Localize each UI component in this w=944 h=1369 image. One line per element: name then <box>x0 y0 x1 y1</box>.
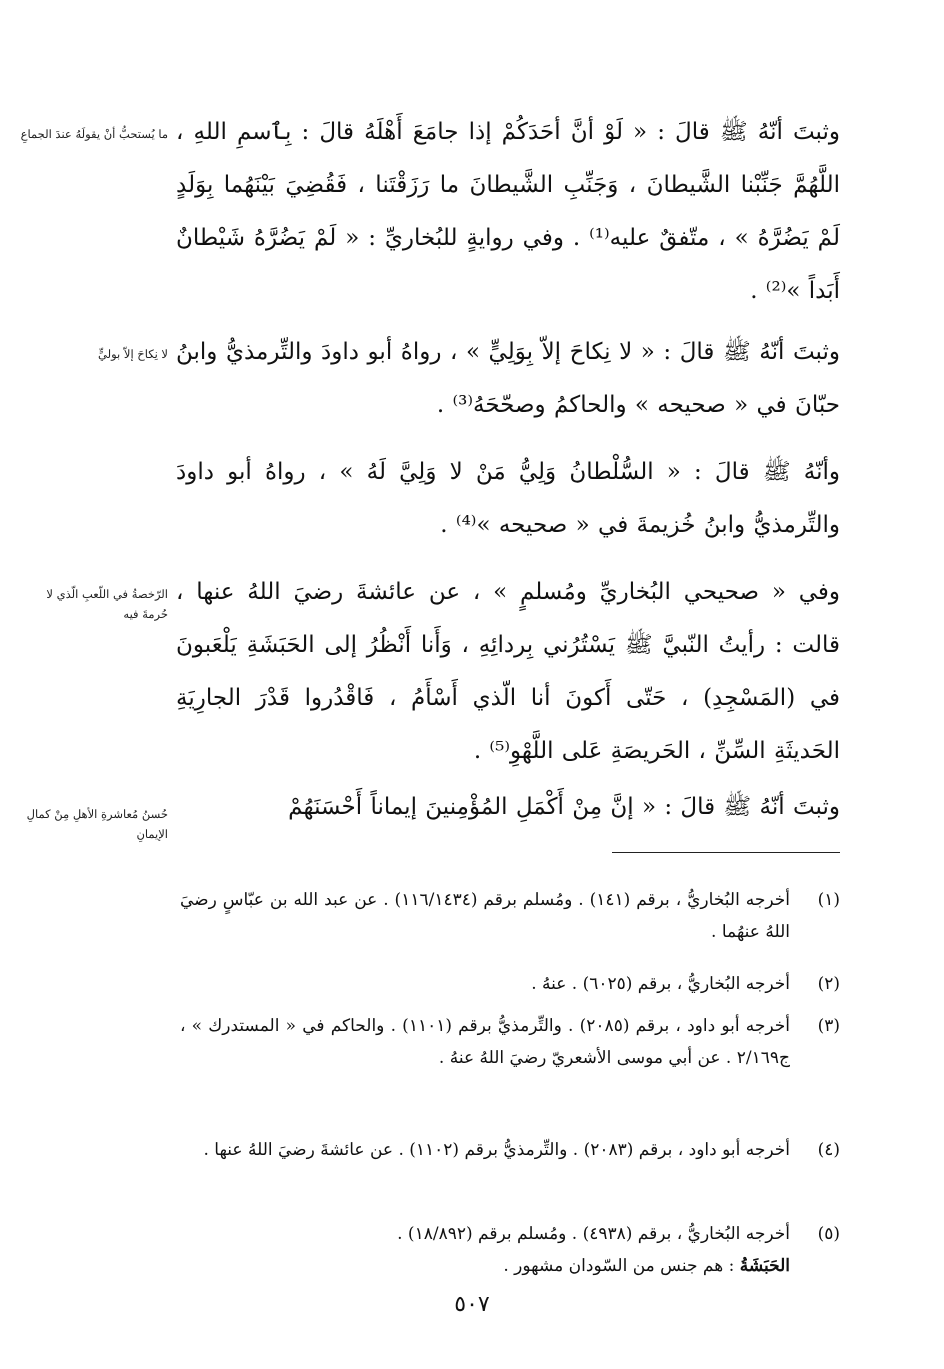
footnote-text: أخرجه البُخاريُّ ، برقم (٦٠٢٥) . عنهُ . <box>531 974 790 994</box>
footnote-number: (٥) <box>817 1224 840 1244</box>
footnote-number: (٣) <box>817 1016 840 1036</box>
margin-note-wedding-supplication: ما يُستحبُّ أنْ يقولَهُ عندَ الجماعِ <box>20 127 168 141</box>
paragraph-aisha-abyssinians: وفي « صحيحي البُخاريِّ ومُسلمٍ » ، عن عائشةَ رضيَ اللهُ عنها ، قالت : رأيتُ النّبيَّ ﷺ يَسْتُرُني بِردائِهِ ، وَأَنا أَنْظُرُ إلى الحَبَشَةِ يَلْعَبونَ في (المَسْجِدِ) ، حَتّى أَكونَ أنا الّذي أَسْأَمُ ، فَاقْدُروا قَدْرَ الجارِيَةِ الحَديثَةِ السِّنِّ ، الحَريصَةِ عَلى اللَّهْوِ⁽⁵⁾ . <box>176 579 840 764</box>
paragraph-sultan-guardian: وأنّهُ ﷺ قالَ : « السُّلْطانُ وَلِيُّ مَنْ لا وَلِيَّ لَهُ » ، رواهُ أبو داودَ والتِّرمذيُّ وابنُ خُزيمةَ في « صحيحه »⁽⁴⁾ . <box>176 459 840 538</box>
footnote-separator <box>612 852 840 853</box>
page-number: ٥٠٧ <box>454 1292 490 1317</box>
margin-note-good-companionship: حُسنُ مُعاشرةِ الأهلِ مِنْ كمالِ الإيمانِ <box>26 807 168 841</box>
glossary-definition: : هم جنس من السّودان مشهور . <box>503 1256 740 1276</box>
margin-note-no-marriage-without-guardian: لا نِكاحَ إلاّ بوليٍّ <box>98 347 168 361</box>
footnote-5-gloss <box>180 1250 790 1282</box>
glossary-term: الحَبَشَةُ <box>739 1256 790 1276</box>
footnote-5-reference: أخرجه البُخاريُّ ، برقم (٤٩٣٨) . ومُسلم برقم (١٨/٨٩٢) . <box>397 1224 790 1244</box>
paragraph-best-believers: وثبتَ أنّهُ ﷺ قالَ : « إنَّ مِنْ أَكْمَلِ المُؤْمِنينَ إيماناً أَحْسَنَهُمْ <box>288 794 840 820</box>
footnote-text: أخرجه أبو داود ، برقم (٢٠٨٣) . والتِّرمذيُّ برقم (١١٠٢) . عن عائشةَ رضيَ اللهُ عنها . <box>203 1140 790 1160</box>
footnote-4 <box>180 1134 840 1166</box>
footnote-text: أخرجه أبو داود ، برقم (٢٠٨٥) . والتِّرمذيُّ برقم (١١٠١) . والحاكم في « المستدرك » ، ج٢/١٦٩ . عن أبي موسى الأشعريّ رضيَ اللهُ عنهُ . <box>180 1016 790 1068</box>
footnote-number: (٢) <box>817 974 840 994</box>
margin-note-permitted-play: الرّخصةُ في اللّعبِ الّذي لا حُرمةَ فيه <box>46 587 168 621</box>
footnote-1 <box>180 884 840 948</box>
paragraph-wedding-supplication: وثبتَ أنّهُ ﷺ قالَ : « لَوْ أنَّ أحَدَكُمْ إذا جامَعَ أَهْلَهُ قالَ : بِٱسمِ اللهِ ، اللَّهُمَّ جَنِّبْنا الشَّيطانَ ، وَجَنِّبِ الشَّيطانَ ما رَزَقْتَنا ، فَقُضِيَ بَيْنَهُما بِوَلَدٍ لَمْ يَضُرَّهُ » ، متّفقٌ عليه⁽¹⁾ . وفي روايةٍ للبُخاريِّ : « لَمْ يَضُرَّهُ شَيْطانٌ أَبَداً »⁽²⁾ . <box>176 119 840 304</box>
footnote-number: (١) <box>817 890 840 910</box>
footnote-2 <box>180 968 840 1000</box>
footnote-5 <box>180 1218 840 1282</box>
footnote-text <box>180 1218 790 1282</box>
footnote-number: (٤) <box>817 1140 840 1160</box>
paragraph-no-marriage-without-guardian: وثبتَ أنّهُ ﷺ قالَ : « لا نِكاحَ إلاّ بِوَلِيٍّ » ، رواهُ أبو داودَ والتِّرمذيُّ وابنُ حبّانَ في « صحيحه » والحاكمُ وصحّحَهُ⁽³⁾ . <box>176 339 840 418</box>
footnote-text: أخرجه البُخاريُّ ، برقم (١٤١) . ومُسلم برقم (١١٦/١٤٣٤) . عن عبد الله بن عبّاسٍ رضيَ اللهُ عنهُما . <box>180 890 790 942</box>
footnote-3 <box>180 1010 840 1074</box>
